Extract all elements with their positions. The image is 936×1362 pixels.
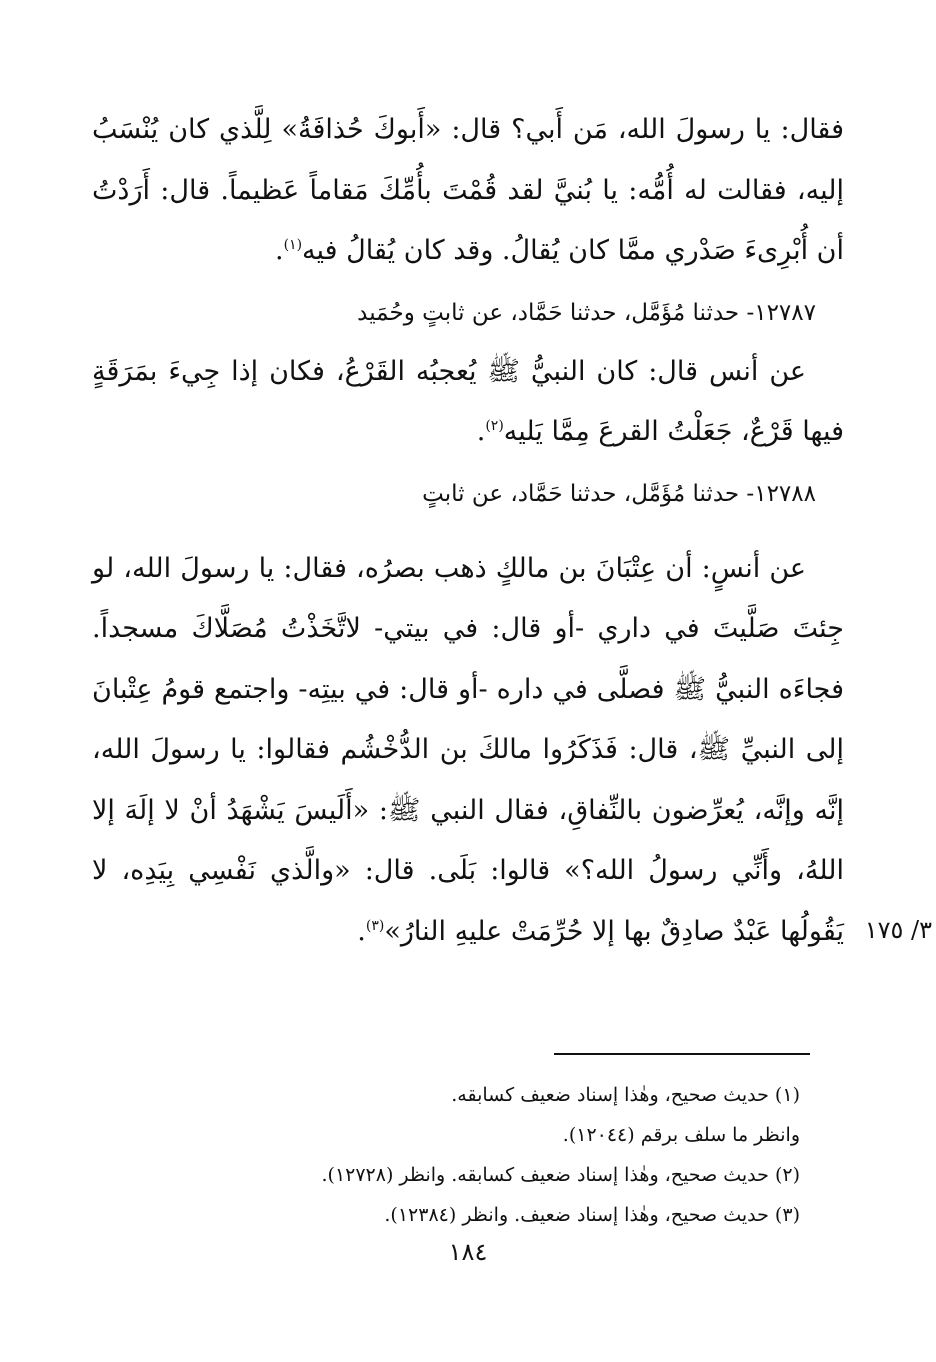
footnote-line: (٣) حديث صحيح، وهٰذا إسناد ضعيف. وانظر (١٢٣٨٤).: [384, 1204, 800, 1226]
footnote-divider: [554, 1053, 810, 1055]
hadith-heading-12788: ١٢٧٨٨- حدثنا مُؤَمَّل، حدثنا حَمَّاد، عن ثابتٍ: [422, 480, 816, 507]
footnote-marker-1: (١): [283, 237, 303, 253]
hadith-heading-12787: ١٢٧٨٧- حدثنا مُؤَمَّل، حدثنا حَمَّاد، عن ثابتٍ وحُمَيد: [357, 299, 816, 326]
paragraph-1: فقال: يا رسولَ الله، مَن أَبي؟ قال: «أَبوكَ حُذافَةُ» لِلَّذي كان يُنْسَبُ إليه، فقالت له أُمُّه: يا بُنيَّ لقد قُمْتَ بأُمِّكَ مَقاماً عَظيماً. قال: أَرَدْتُ أن أُبْرِىءَ صَدْري ممَّا كان يُقالُ. وقد كان يُقالُ فيه$^{(١)}$.: [92, 114, 844, 266]
footnote-line: وانظر ما سلف برقم (١٢٠٤٤).: [562, 1124, 800, 1146]
footnote-marker-3: (٣): [365, 917, 385, 934]
footnote-marker-2: (٢): [485, 418, 504, 434]
paragraph-2: عن أنس قال: كان النبيُّ ﷺ يُعجبُه القَرْعُ، فكان إذا جِيءَ بمَرَقَةٍ فيها قَرْعٌ، جَعَلْتُ القرعَ مِمَّا يَليه$^{(٢)}$.: [92, 355, 844, 447]
footnotes: [92, 1075, 844, 1235]
footnote-line: (٢) حديث صحيح، وهٰذا إسناد ضعيف كسابقه. وانظر (١٢٧٢٨).: [321, 1164, 800, 1186]
paragraph-3-text: عن أنسٍ: أن عِتْبَانَ بن مالكٍ ذهب بصرُه، فقال: يا رسولَ الله، لو جِئتَ صَلَّيتَ في داري -أو قال: في بيتي- لاتَّخَذْتُ مُصَلَّاكَ مسجداً. فجاءَه النبيُّ ﷺ فصلَّى في داره -أو قال: في بيتِه- واجتمع قومُ عِتْبانَ إلى النبيِّ ﷺ، قال: فَذَكَرُوا مالكَ بن الدُّخْشُم فقالوا: يا رسولَ الله، إنَّه وإنَّه، يُعرِّضون بالنِّفاقِ، فقال النبي ﷺ: «أَلَيسَ يَشْهَدُ أنْ لا إلَهَ إلا اللهُ، وأَنِّي رسولُ الله؟» قالوا: بَلَى. قال: «والَّذي نَفْسِي بِيَدِه، لا يَقُولُها عَبْدٌ صادِقٌ بها إلا حُرِّمَتْ عليهِ النارُ»: [92, 552, 844, 947]
margin-reference: ٣/ ١٧٥: [864, 916, 932, 944]
footnote-line: (١) حديث صحيح، وهٰذا إسناد ضعيف كسابقه.: [451, 1084, 800, 1106]
paragraph-1-text: فقال: يا رسولَ الله، مَن أَبي؟ قال: «أَبوكَ حُذافَةُ» لِلَّذي كان يُنْسَبُ إليه، فقالت له أُمُّه: يا بُنيَّ لقد قُمْتَ بأُمِّكَ مَقاماً عَظيماً. قال: أَرَدْتُ أن أُبْرِىءَ صَدْري ممَّا كان يُقالُ. وقد كان يُقالُ فيه: [92, 114, 844, 266]
paragraph-3: عن أنسٍ: أن عِتْبَانَ بن مالكٍ ذهب بصرُه، فقال: يا رسولَ الله، لو جِئتَ صَلَّيتَ في داري -أو قال: في بيتي- لاتَّخَذْتُ مُصَلَّاكَ مسجداً. فجاءَه النبيُّ ﷺ فصلَّى في داره -أو قال: في بيتِه- واجتمع قومُ عِتْبانَ إلى النبيِّ ﷺ، قال: فَذَكَرُوا مالكَ بن الدُّخْشُم فقالوا: يا رسولَ الله، إنَّه وإنَّه، يُعرِّضون بالنِّفاقِ، فقال النبي ﷺ: «أَلَيسَ يَشْهَدُ أنْ لا إلَهَ إلا اللهُ، وأَنِّي رسولُ الله؟» قالوا: بَلَى. قال: «والَّذي نَفْسِي بِيَدِه، لا يَقُولُها عَبْدٌ صادِقٌ بها إلا حُرِّمَتْ عليهِ النارُ»$^{(٣)}$.: [92, 552, 844, 947]
page-number: ١٨٤: [448, 1238, 488, 1266]
main-text: [92, 100, 844, 962]
paragraph-2-text: عن أنس قال: كان النبيُّ ﷺ يُعجبُه القَرْعُ، فكان إذا جِيءَ بمَرَقَةٍ فيها قَرْعٌ، جَعَلْتُ القرعَ مِمَّا يَليه: [92, 355, 844, 447]
